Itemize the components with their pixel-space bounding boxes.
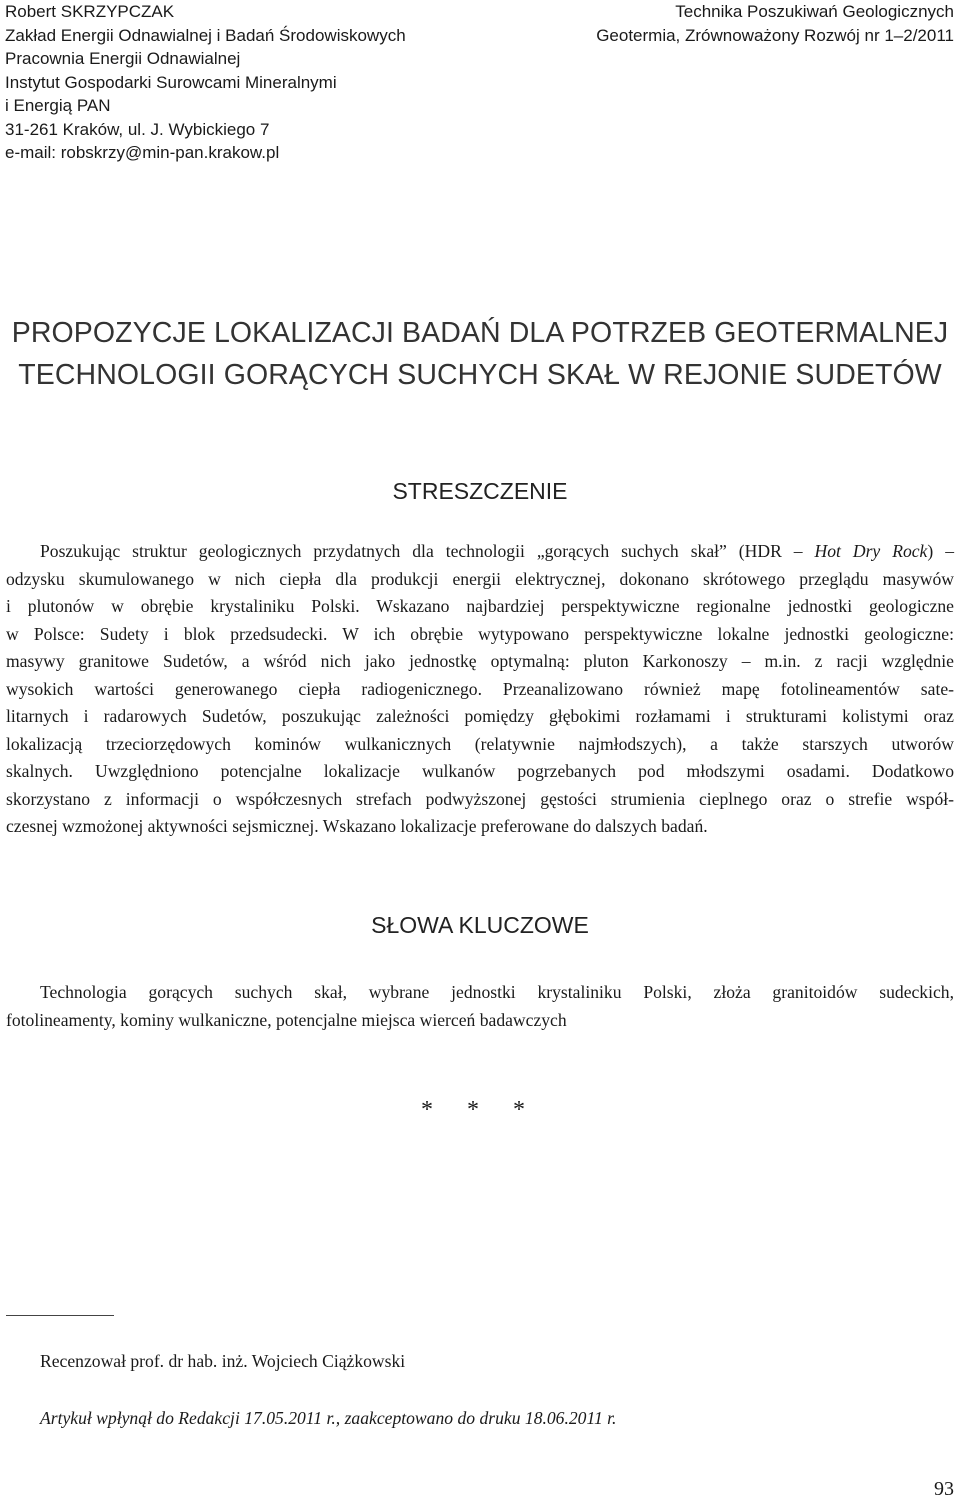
abstract-body xyxy=(6,538,954,841)
abstract-italic-term: Hot Dry Rock xyxy=(814,541,928,561)
author-name: Robert SKRZYPCZAK xyxy=(5,2,175,21)
affiliation-line: Zakład Energii Odnawialnej i Badań Środowiskowych xyxy=(5,25,406,45)
keywords-line: fotolineamenty, kominy wulkaniczne, potencjalne miejsca wierceń badawczych xyxy=(6,1010,567,1030)
keywords-body xyxy=(6,978,954,1034)
abstract-line: masywy granitowe Sudetów, a wśród nich jako jednostkę optymalną: pluton Karkonoszy – m.in. z racji względnie xyxy=(6,651,954,671)
journal-header xyxy=(514,0,954,47)
received-date-note: Artykuł wpłynął do Redakcji 17.05.2011 r., zaakceptowano do druku 18.06.2011 r. xyxy=(40,1408,617,1428)
abstract-line: w Polsce: Sudety i blok przedsudecki. W ich obrębie wytypowano perspektywiczne lokalne jednostki geologiczne: xyxy=(6,623,954,644)
abstract-line: odzysku skumulowanego w nich ciepła dla produkcji energii elektrycznej, dokonano skrótowego przeglądu masywów xyxy=(6,568,954,589)
article-title-line: TECHNOLOGII GORĄCYCH SUCHYCH SKAŁ W REJONIE SUDETÓW xyxy=(18,359,942,391)
abstract-heading: STRESZCZENIE xyxy=(392,478,568,504)
abstract-line: skorzystano z informacji o współczesnych strefach podwyższonej gęstości strumienia cieplnego oraz o strefie współ- xyxy=(6,788,954,809)
abstract-line: czesnej wzmożonej aktywności sejsmicznej. Wskazano lokalizacje preferowane do dalszych badań. xyxy=(6,816,708,836)
abstract-line: litarnych i radarowych Sudetów, poszukując zależności pomiędzy głębokimi rozłamami i strukturami kolistymi oraz xyxy=(6,706,954,726)
footnote-divider xyxy=(6,1315,114,1316)
reviewer-note: Recenzował prof. dr hab. inż. Wojciech Ciążkowski xyxy=(40,1351,406,1371)
affiliation-line: i Energią PAN xyxy=(5,96,111,115)
abstract-text: Poszukując struktur geologicznych przydatnych dla technologii „gorących suchych skał” (HDR – xyxy=(40,541,815,561)
email-line: e-mail: robskrzy@min-pan.krakow.pl xyxy=(5,143,280,162)
keywords-heading: SŁOWA KLUCZOWE xyxy=(371,912,589,938)
abstract-line: wysokich wartości generowanego ciepła radiogenicznego. Przeanalizowano również mapę fotolineamentów sate- xyxy=(6,678,954,699)
article-title-line: PROPOZYCJE LOKALIZACJI BADAŃ DLA POTRZEB GEOTERMALNEJ xyxy=(11,317,949,349)
keywords-line: Technologia gorących suchych skał, wybrane jednostki krystaliniku Polski, złoża granitoidów sudeckich, xyxy=(40,982,954,1002)
abstract-line: skalnych. Uwzględniono potencjalne lokalizacje wulkanów pogrzebanych pod młodszymi osadami. Dodatkowo xyxy=(6,761,954,781)
abstract-text: ) – xyxy=(927,541,954,561)
affiliation-line: Pracownia Energii Odnawialnej xyxy=(5,49,241,68)
abstract-line: lokalizacją trzeciorzędowych kominów wulkanicznych (relatywnie najmłodszych), a także starszych utworów xyxy=(6,733,954,754)
article-title xyxy=(0,312,960,396)
abstract-line xyxy=(6,538,954,566)
journal-issue: Geotermia, Zrównoważony Rozwój nr 1–2/2011 xyxy=(596,25,954,45)
section-separator: * * * xyxy=(421,1097,539,1123)
journal-title: Technika Poszukiwań Geologicznych xyxy=(675,2,954,21)
address-line: 31-261 Kraków, ul. J. Wybickiego 7 xyxy=(5,119,270,139)
affiliation-line: Instytut Gospodarki Surowcami Mineralnymi xyxy=(5,72,337,92)
author-affiliation-block xyxy=(5,0,505,165)
page-number: 93 xyxy=(934,1478,954,1500)
abstract-line: i plutonów w obrębie krystaliniku Polski. Wskazano najbardziej perspektywiczne regionalne jednostki geologiczne xyxy=(6,596,954,616)
